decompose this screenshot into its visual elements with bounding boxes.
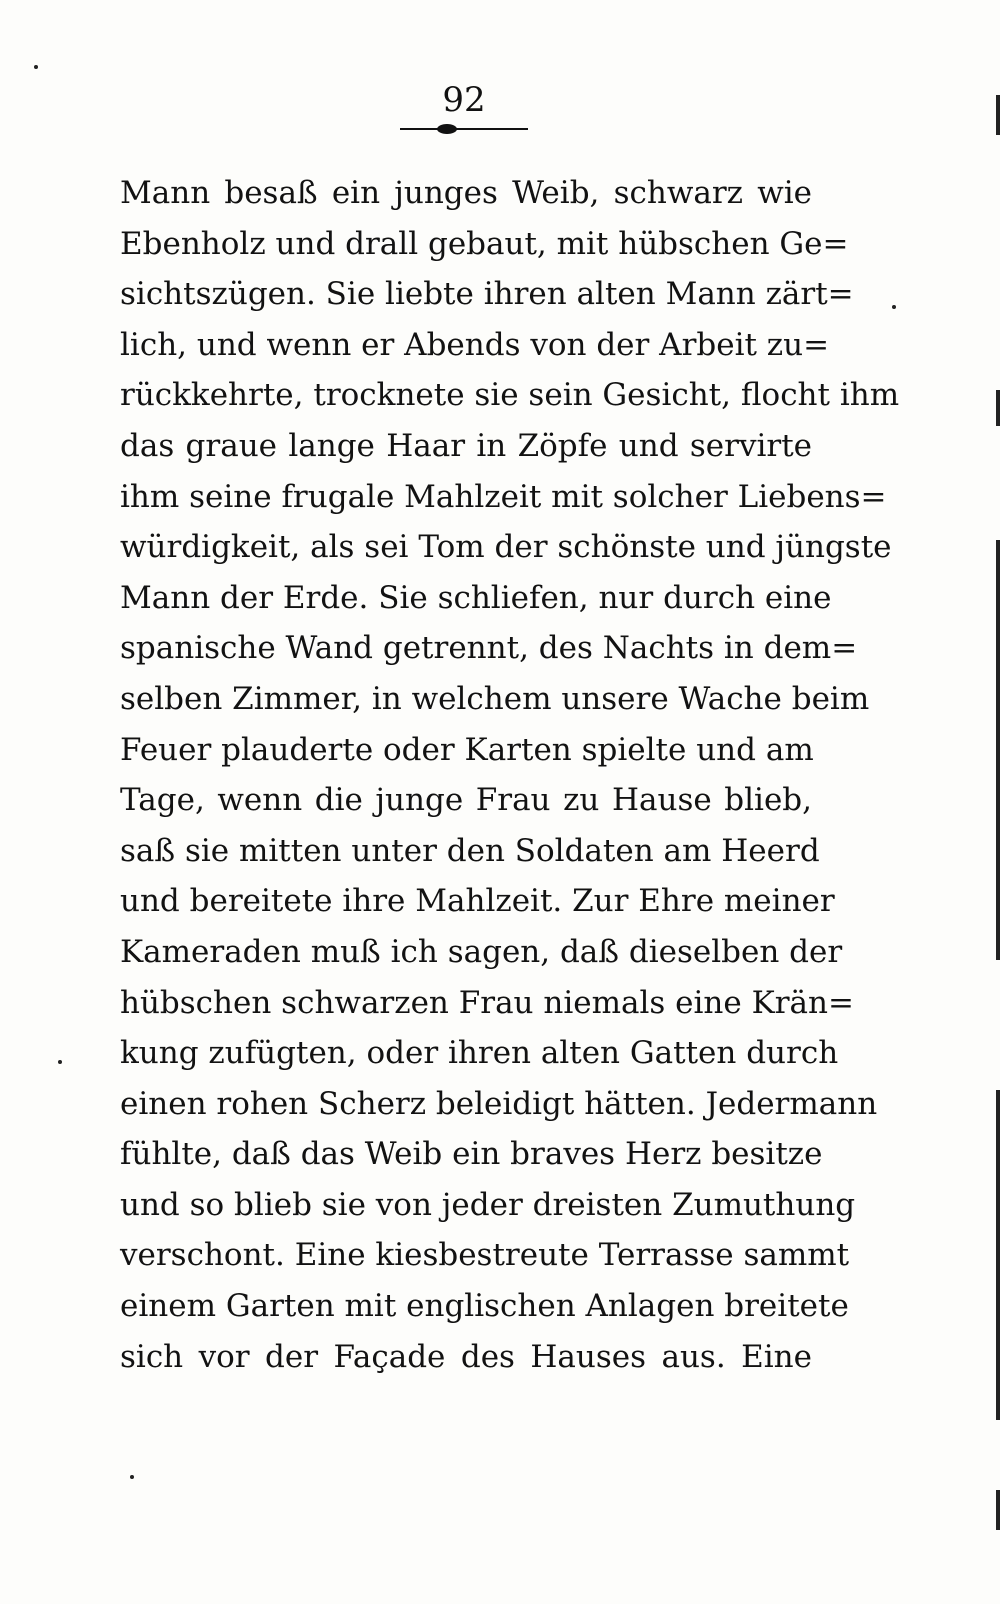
text-line: fühlte, daß das Weib ein braves Herz besitze	[120, 1136, 823, 1173]
header-rule	[400, 128, 528, 130]
scan-edge-mark	[996, 540, 1000, 960]
text-line: Tage, wenn die junge Frau zu Hause blieb,	[120, 782, 812, 819]
text-line: sich vor der Façade des Hauses aus. Eine	[120, 1338, 812, 1375]
text-line: spanische Wand getrennt, des Nachts in dem=	[120, 630, 858, 667]
scan-speck	[130, 1475, 134, 1479]
text-line: einen rohen Scherz beleidigt hätten. Jedermann	[120, 1085, 878, 1122]
text-line: und bereitete ihre Mahlzeit. Zur Ehre meiner	[120, 883, 835, 920]
text-line: einem Garten mit englischen Anlagen breitete	[120, 1288, 849, 1325]
text-line: Ebenholz und drall gebaut, mit hübschen Ge=	[120, 225, 849, 262]
body-text	[120, 168, 900, 1382]
scan-speck	[58, 1060, 62, 1064]
text-line: Kameraden muß ich sagen, daß dieselben der	[120, 933, 843, 970]
text-line: hübschen schwarzen Frau niemals eine Krän=	[120, 984, 854, 1021]
text-line: saß sie mitten unter den Soldaten am Heerd	[120, 832, 820, 869]
text-line: Mann besaß ein junges Weib, schwarz wie	[120, 175, 812, 211]
scan-edge-mark	[996, 95, 1000, 135]
text-line: und so blieb sie von jeder dreisten Zumuthung	[120, 1186, 856, 1223]
text-line: das graue lange Haar in Zöpfe und servirte	[120, 427, 812, 464]
text-line: Mann der Erde. Sie schliefen, nur durch eine	[120, 579, 832, 616]
text-line: lich, und wenn er Abends von der Arbeit zu=	[120, 326, 830, 363]
text-line: ihm seine frugale Mahlzeit mit solcher Liebens=	[120, 478, 887, 515]
scan-speck	[892, 305, 896, 309]
scan-edge-mark	[996, 390, 1000, 426]
text-line: sichtszügen. Sie liebte ihren alten Mann zärt=	[120, 276, 854, 313]
scan-edge-mark	[996, 1490, 1000, 1530]
page-number: 92	[442, 80, 486, 120]
text-line: selben Zimmer, in welchem unsere Wache beim	[120, 680, 870, 717]
text-line: verschont. Eine kiesbestreute Terrasse sammt	[120, 1237, 850, 1274]
header-rule-ornament	[437, 124, 457, 134]
scan-edge-mark	[996, 1090, 1000, 1420]
scan-speck	[34, 65, 38, 69]
text-line: Feuer plauderte oder Karten spielte und am	[120, 731, 814, 768]
text-line: kung zufügten, oder ihren alten Gatten durch	[120, 1035, 839, 1072]
text-line: rückkehrte, trocknete sie sein Gesicht, flocht ihm	[120, 377, 900, 414]
text-line: würdigkeit, als sei Tom der schönste und jüngste	[120, 529, 892, 566]
